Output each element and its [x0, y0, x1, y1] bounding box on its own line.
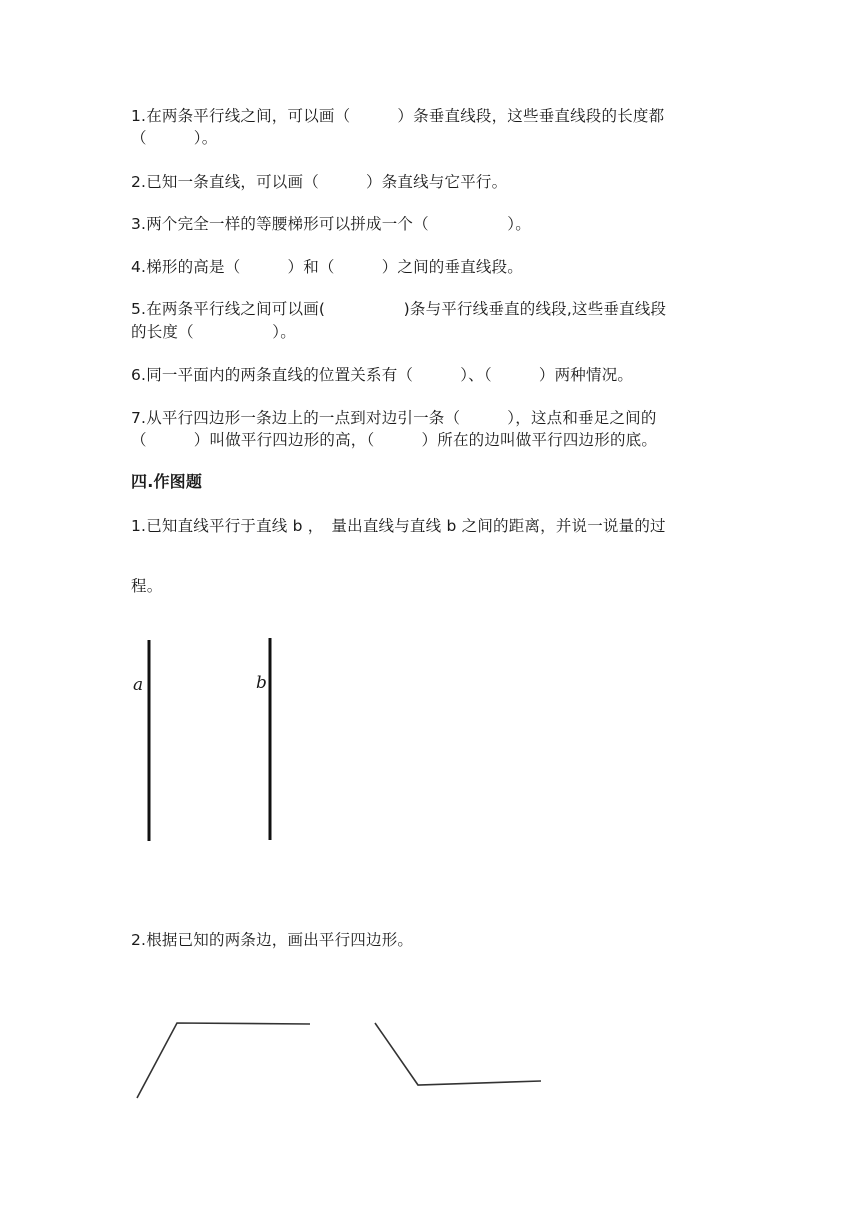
fill-in-q2: 2.已知一条直线，可以画（ ）条直线与它平行。 [131, 173, 508, 191]
fill-in-q6: 6.同一平面内的两条直线的位置关系有（ ）、（ ）两种情况。 [131, 366, 634, 384]
fill-in-q5-line1: 5.在两条平行线之间可以画( )条与平行线垂直的线段,这些垂直线段 [131, 300, 667, 318]
line-a-label: a [133, 675, 144, 695]
parallelogram-edges-right [375, 1023, 541, 1085]
drawing-q1-line1: 1.已知直线平行于直线 b ， 量出直线与直线 b 之间的距离，并说一说量的过 [131, 517, 666, 535]
fill-in-q1-line1: 1.在两条平行线之间，可以画（ ）条垂直线段，这些垂直线段的长度都 [131, 107, 665, 125]
drawing-q2: 2.根据已知的两条边，画出平行四边形。 [131, 931, 414, 949]
drawing-section-heading: 四.作图题 [131, 472, 203, 491]
fill-in-q5-line2: 的长度（ ）。 [131, 323, 296, 341]
fill-in-q3: 3.两个完全一样的等腰梯形可以拼成一个（ ）。 [131, 215, 531, 233]
fill-in-q7-line1: 7.从平行四边形一条边上的一点到对边引一条（ ），这点和垂足之间的 [131, 409, 657, 427]
fill-in-q7-line2: （ ）叫做平行四边形的高，（ ）所在的边叫做平行四边形的底。 [131, 431, 658, 449]
drawing-q1-line2: 程。 [131, 577, 163, 595]
fill-in-q4: 4.梯形的高是（ ）和（ ）之间的垂直线段。 [131, 258, 523, 276]
parallelogram-edges-left [137, 1023, 310, 1098]
line-b-label: b [256, 673, 267, 693]
fill-in-q1-line2: （ ）。 [131, 129, 218, 147]
